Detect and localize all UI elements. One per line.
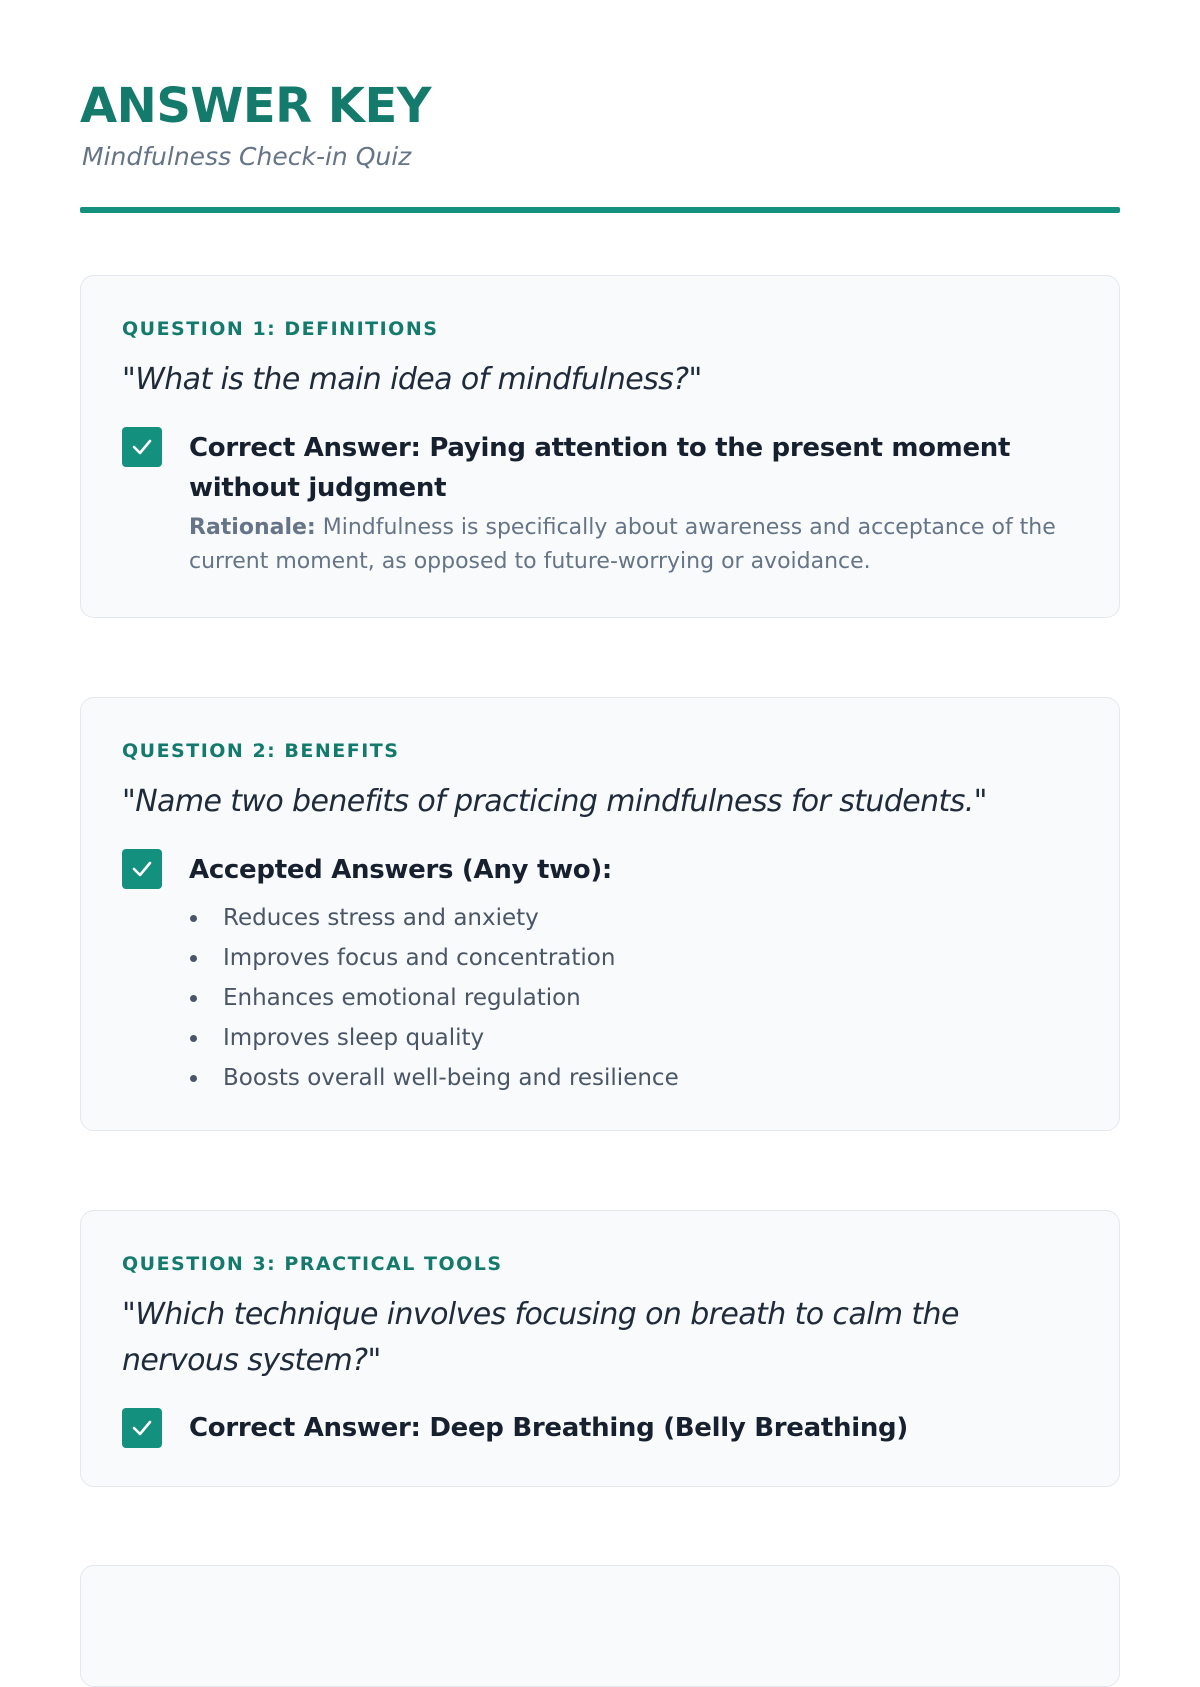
page-subtitle: Mindfulness Check-in Quiz xyxy=(82,142,412,171)
checkmark-icon xyxy=(122,427,162,467)
question-card-2 xyxy=(80,697,1120,1131)
checkmark-icon xyxy=(122,1408,162,1448)
list-item: Enhances emotional regulation xyxy=(189,978,679,1018)
question-card-1 xyxy=(80,275,1120,618)
correct-answer: Correct Answer: Deep Breathing (Belly Breathing) xyxy=(189,1413,908,1443)
checkmark-icon xyxy=(122,849,162,889)
benefits-list xyxy=(189,898,679,1098)
correct-answer: Correct Answer: Paying attention to the present moment without judgment xyxy=(189,433,1011,503)
rationale xyxy=(189,511,1069,579)
question-label: QUESTION 1: DEFINITIONS xyxy=(122,318,439,340)
list-item: Reduces stress and anxiety xyxy=(189,898,679,938)
question-label: QUESTION 3: PRACTICAL TOOLS xyxy=(122,1253,503,1275)
question-prompt: "Which technique involves focusing on breath to calm the nervous system?" xyxy=(122,1297,959,1378)
question-prompt: "Name two benefits of practicing mindfulness for students." xyxy=(122,784,987,819)
title-divider xyxy=(80,207,1120,213)
page-title: ANSWER KEY xyxy=(80,78,432,134)
list-item: Improves focus and concentration xyxy=(189,938,679,978)
list-item: Improves sleep quality xyxy=(189,1018,679,1058)
question-prompt: "What is the main idea of mindfulness?" xyxy=(122,362,702,397)
question-label: QUESTION 2: BENEFITS xyxy=(122,740,400,762)
rationale-label: Rationale: xyxy=(189,515,316,540)
accepted-answers-heading: Accepted Answers (Any two): xyxy=(189,855,613,885)
rationale-text: Mindfulness is specifically about awareness and acceptance of the current moment, as opposed to future-worrying or avoidance. xyxy=(189,515,1056,574)
list-item: Boosts overall well-being and resilience xyxy=(189,1058,679,1098)
question-card-3 xyxy=(80,1210,1120,1487)
question-card-4 xyxy=(80,1565,1120,1687)
